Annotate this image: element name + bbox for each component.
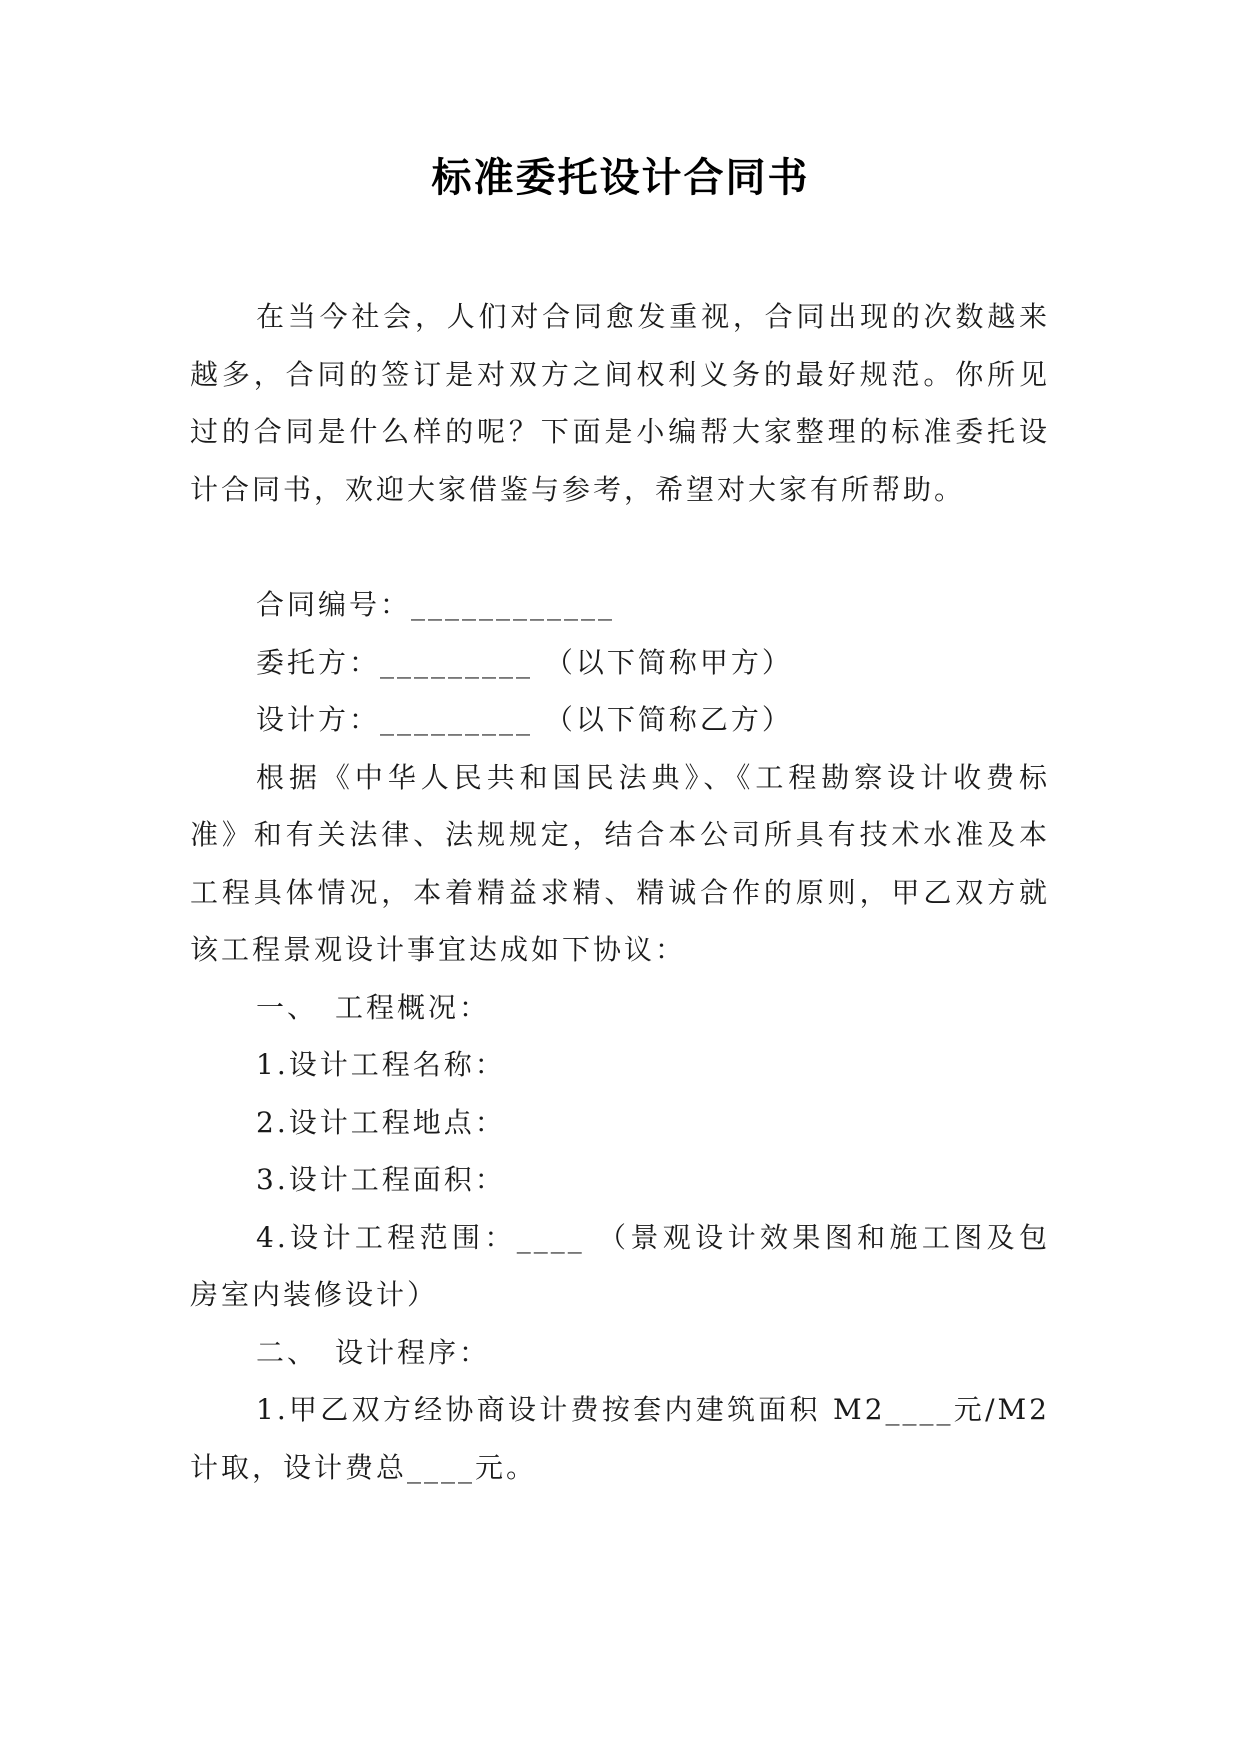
document-body — [190, 288, 1050, 1496]
section-heading-design-procedure: 二、 设计程序： — [256, 1335, 491, 1369]
section-heading-project-overview: 一、 工程概况： — [256, 990, 491, 1024]
contract-number-line: 合同编号：____________ — [256, 588, 616, 621]
clause-project-location: 2.设计工程地点： — [256, 1105, 506, 1139]
paragraph-gap — [190, 518, 1050, 576]
document-title: 标准委托设计合同书 — [431, 155, 810, 201]
clause-design-fee: 1.甲乙双方经协商设计费按套内建筑面积 M2____元/M2计取，设计费总____元。 — [190, 1393, 1050, 1484]
clause-project-scope: 4.设计工程范围：____ （景观设计效果图和施工图及包房室内装修设计） — [190, 1220, 1050, 1311]
intro-paragraph: 在当今社会，人们对合同愈发重视，合同出现的次数越来越多，合同的签订是对双方之间权利义务的最好规范。你所见过的合同是什么样的呢？下面是小编帮大家整理的标准委托设计合同书，欢迎大家借鉴与参考，希望对大家有所帮助。 — [190, 300, 1050, 506]
clause-project-area: 3.设计工程面积： — [256, 1163, 506, 1196]
client-line: 委托方：_________ （以下简称甲方） — [256, 645, 793, 679]
designer-line: 设计方：_________ （以下简称乙方） — [256, 703, 793, 736]
clause-project-name: 1.设计工程名称： — [256, 1048, 506, 1081]
preamble-paragraph: 根据《中华人民共和国民法典》、《工程勘察设计收费标准》和有关法律、法规规定，结合本公司所具有技术水准及本工程具体情况，本着精益求精、精诚合作的原则，甲乙双方就该工程景观设计事宜达成如下协议： — [190, 760, 1050, 966]
